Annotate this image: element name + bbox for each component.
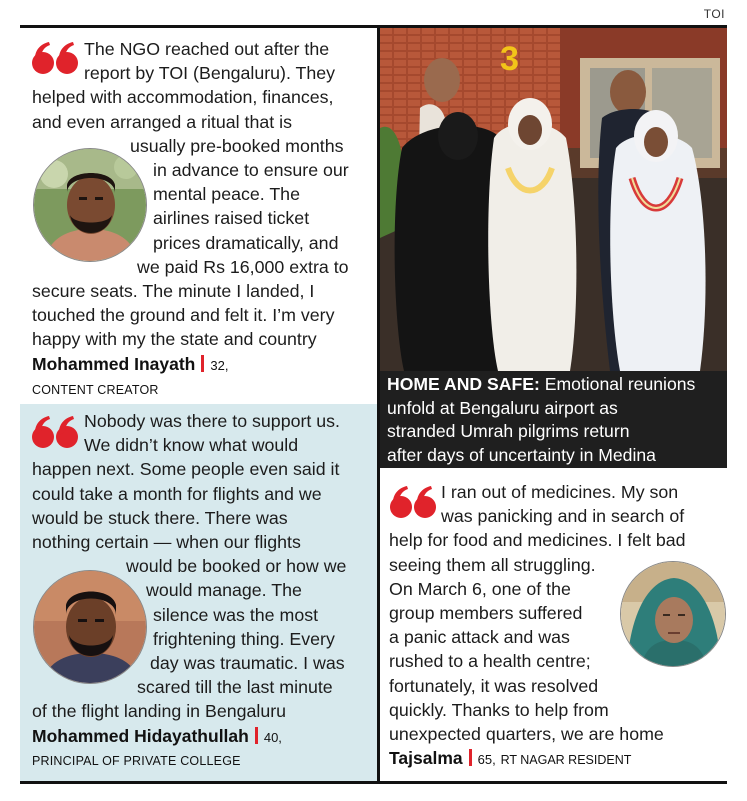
story-1-line: secure seats. The minute I landed, I — [32, 280, 315, 301]
story-1-line: airlines raised ticket — [153, 208, 310, 229]
red-divider — [255, 727, 258, 744]
bottom-rule — [20, 781, 727, 784]
inayath-portrait-image — [34, 149, 147, 262]
tajsalma-portrait-image — [621, 562, 726, 667]
inayath-portrait — [33, 148, 147, 262]
story-3-line: rushed to a health centre; — [389, 651, 591, 672]
story-2-line: would manage. The — [146, 580, 302, 601]
story-2-byline — [32, 726, 282, 747]
tajsalma-portrait — [620, 561, 726, 667]
story-3-line: fortunately, it was resolved — [389, 675, 599, 696]
story-2-line: Nobody was there to support us. — [84, 411, 340, 431]
story-3-line: group members suffered — [389, 602, 583, 623]
story-1-line: mental peace. The — [153, 184, 300, 205]
hidayathullah-portrait — [33, 570, 147, 684]
story-3-line: On March 6, one of the — [389, 578, 571, 599]
story-3-name: Tajsalma — [389, 748, 463, 768]
story-3-byline — [389, 748, 631, 769]
story-2-line: scared till the last minute — [137, 677, 333, 698]
red-divider — [201, 355, 204, 372]
story-2-line: silence was the most — [153, 604, 319, 625]
caption-line: Emotional reunions — [544, 374, 696, 394]
story-2-line: nothing certain — when our flights — [32, 531, 301, 552]
story-1-byline — [32, 354, 228, 375]
story-2-panel — [20, 404, 377, 781]
story-2-line: would be stuck there. There was — [32, 507, 288, 528]
story-3-line: I ran out of medicines. My son — [441, 482, 679, 502]
airport-photo — [380, 28, 727, 371]
story-3-line: a panic attack and was — [389, 627, 570, 648]
story-2-age: 40, — [263, 730, 282, 745]
story-2-line: of the flight landing in Bengaluru — [32, 701, 287, 722]
photo-caption — [380, 371, 727, 468]
caption-lead: HOME AND SAFE: — [387, 374, 540, 394]
source-tag: TOI — [703, 7, 725, 21]
story-2-line: We didn’t know what would — [84, 435, 299, 456]
story-1-panel — [20, 28, 377, 404]
caption-first-line — [387, 373, 719, 397]
story-1-line: we paid Rs 16,000 extra to — [137, 256, 349, 277]
story-1-line: and even arranged a ritual that is — [32, 111, 292, 132]
reunion-photo-image — [380, 28, 727, 371]
hidayathullah-portrait-image — [34, 571, 147, 684]
story-1-age: 32, — [210, 358, 229, 373]
caption-line: unfold at Bengaluru airport as — [387, 397, 618, 418]
story-3-line: seeing them all struggling. — [389, 554, 596, 575]
story-3-role: RT NAGAR RESIDENT — [500, 753, 632, 767]
story-3-age: 65, — [477, 752, 496, 767]
story-2-name: Mohammed Hidayathullah — [32, 726, 249, 746]
story-2-line: happen next. Some people even said it — [32, 459, 340, 480]
caption-line: stranded Umrah pilgrims return — [387, 421, 630, 441]
story-1-line: usually pre-booked months — [130, 135, 344, 156]
gate-number-sign: 3 — [500, 40, 519, 78]
red-divider — [469, 749, 472, 766]
column-divider — [377, 28, 380, 781]
story-1-line: prices dramatically, and — [153, 232, 339, 253]
story-1-line: in advance to ensure our — [153, 159, 349, 180]
story-3-line: was panicking and in search of — [441, 506, 685, 527]
story-3-line: help for food and medicines. I felt bad — [389, 530, 686, 551]
story-1-line: The NGO reached out after the — [84, 39, 330, 59]
story-3-panel — [380, 468, 727, 781]
story-3-line: unexpected quarters, we are home — [389, 723, 664, 744]
story-1-line: helped with accommodation, finances, — [32, 87, 334, 108]
story-1-role: CONTENT CREATOR — [32, 383, 159, 397]
story-2-line: frightening thing. Every — [153, 628, 335, 649]
story-2-role: PRINCIPAL OF PRIVATE COLLEGE — [32, 754, 241, 768]
story-1-line: happy with my the state and country — [32, 329, 317, 350]
story-2-line: day was traumatic. I was — [150, 652, 345, 673]
story-2-line: would be booked or how we — [126, 556, 347, 577]
story-3-line: quickly. Thanks to help from — [389, 699, 609, 720]
story-1-line: report by TOI (Bengaluru). They — [84, 63, 336, 84]
caption-line: after days of uncertainty in Medina — [387, 444, 656, 465]
story-1-name: Mohammed Inayath — [32, 354, 196, 374]
story-2-line: could take a month for flights and we — [32, 483, 322, 504]
story-1-line: touched the ground and felt it. I’m very — [32, 305, 335, 326]
